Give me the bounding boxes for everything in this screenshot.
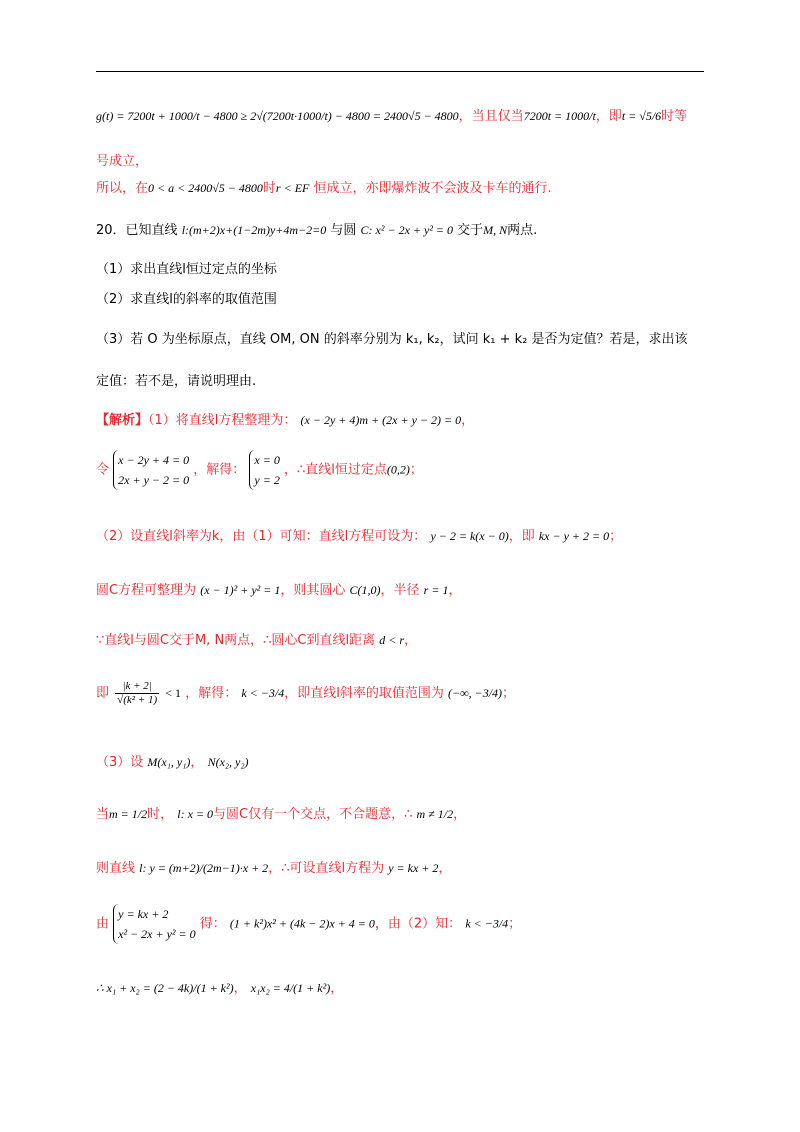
solution-3: （3）设 M(x₁, y₁)， N(x₂, y₂) — [96, 755, 249, 770]
sub-question-3: （3）若 O 为坐标原点，直线 OM, ON 的斜率分别为 k₁, k₂，试问 k₁ + k₂ 是否为定值？若是，求出该 — [96, 332, 688, 347]
solution-2-circle: 圆C方程可整理为 (x − 1)² + y² = 1，则其圆心 C(1,0)，半径 r = 1， — [96, 583, 462, 598]
sub-question-3-cont: 定值：若不是，请说明理由. — [96, 374, 257, 389]
solution-1-system: 令 x − 2y + 4 = 0 2x + y − 2 = 0 ，解得： x = 0 y = 2 ，∴直线l恒过定点(0,2)； — [96, 450, 423, 490]
solution-3-line: 则直线 l: y = (m+2)/(2m−1)·x + 2，∴可设直线l方程为 y = kx + 2， — [96, 861, 452, 876]
solution-2: （2）设直线l斜率为k，由（1）可知：直线l方程可设为： y − 2 = k(x − 0)，即 kx − y + 2 = 0； — [96, 529, 623, 544]
sub-question-1: （1）求出直线l恒过定点的坐标 — [96, 262, 277, 277]
line-equation: l:(m+2)x+(1−2m)y+4m−2=0 — [181, 223, 327, 237]
solution-3-system: 由 y = kx + 2 x² − 2x + y² = 0 得： (1 + k²)x² + (4k − 2)x + 4 = 0，由（2）知： k < −3/4； — [96, 904, 521, 944]
solution-2-range: 即 $\frac{|k + 2|}{\text{√(k² + 1)}}$ < 1 ，解得： k < −3/4，即直线l斜率的取值范围为 (−∞, −3/4)； — [96, 680, 516, 706]
solution-3-case: 当m = 1/2时， l: x = 0与圆C仅有一个交点，不合题意，∴ m ≠ 1/2， — [96, 807, 467, 822]
conclusion-line: 所以，在0 < a < 2400√5 − 4800时r < EF 恒成立，亦即爆炸波不会波及卡车的通行. — [96, 181, 552, 196]
line-gt: g(t) = 7200t + 1000/t − 4800 ≥ 2√(7200t·1000/t) − 4800 = 2400√5 − 4800，当且仅当7200t = 1000/t，即t = √5/6时等 — [96, 109, 688, 124]
solution-2-distance: ∵直线l与圆C交于M, N两点，∴圆心C到直线l距离 d < r， — [96, 633, 418, 648]
analysis-tag: 【解析】 — [96, 413, 149, 428]
equality-holds: 号成立， — [96, 154, 149, 169]
question-20: 20．已知直线 l:(m+2)x+(1−2m)y+4m−2=0 与圆 C: x² − 2x + y² = 0 交于M, N两点. — [96, 223, 538, 238]
gt-inequality: g(t) = 7200t + 1000/t − 4800 ≥ 2√(7200t·1000/t) − 4800 = 2400√5 − 4800 — [96, 109, 459, 123]
solution-3-vieta: ∴ x₁ + x₂ = (2 − 4k)/(1 + k²)， x₁x₂ = 4/(1 + k²)， — [96, 981, 344, 996]
equation-system: x − 2y + 4 = 0 2x + y − 2 = 0 — [113, 450, 189, 490]
sub-question-2: （2）求直线l的斜率的取值范围 — [96, 292, 277, 307]
header-rule — [96, 71, 704, 72]
distance-fraction: $\frac{|k + 2|}{\text{√(k² + 1)}}$ — [117, 680, 158, 706]
solution-1: 【解析】（1）将直线l方程整理为： (x − 2y + 4)m + (2x + y − 2) = 0， — [96, 413, 475, 428]
solution-system: x = 0 y = 2 — [249, 450, 279, 490]
circle-equation: C: x² − 2x + y² = 0 — [360, 223, 454, 237]
intersection-system: y = kx + 2 x² − 2x + y² = 0 — [113, 904, 195, 944]
